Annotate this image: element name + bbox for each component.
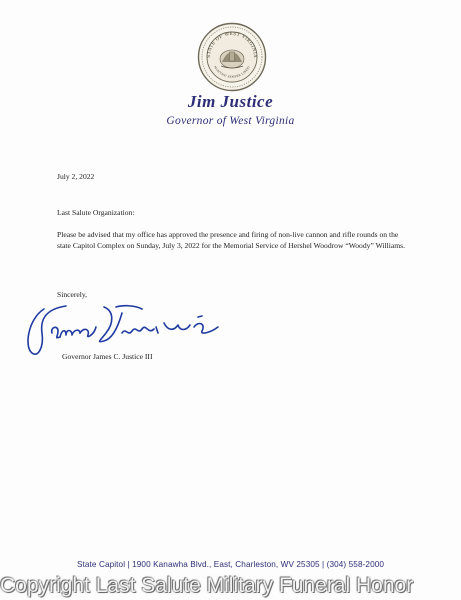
svg-text:MONTANI SEMPER LIBERI: MONTANI SEMPER LIBERI	[213, 65, 251, 79]
governor-name: Jim Justice	[187, 92, 274, 111]
letter-closing: Sincerely,	[57, 290, 88, 299]
svg-text:STATE OF WEST VIRGINIA: STATE OF WEST VIRGINIA	[206, 31, 258, 58]
letter-date: July 2, 2022	[57, 172, 95, 181]
footer-address: State Capitol | 1900 Kanawha Blvd., East, Charleston, WV 25305 | (304) 558-2000	[76, 560, 385, 569]
state-seal-icon	[197, 22, 267, 92]
governor-title: Governor of West Virginia	[166, 115, 295, 127]
letter-body: Please be advised that my office has approved the presence and firing of non-live cannon and rifle rounds on the state Capitol Complex on Sunday, July 3, 2022 for the Memorial Service of Hershel Woodrow “Woody” Williams.	[57, 230, 406, 250]
copyright-watermark: Copyright Last Salute Military Funeral Honor	[0, 574, 414, 597]
signature-name: Governor James C. Justice III	[62, 352, 153, 361]
letter-salutation: Last Salute Organization:	[57, 208, 135, 217]
